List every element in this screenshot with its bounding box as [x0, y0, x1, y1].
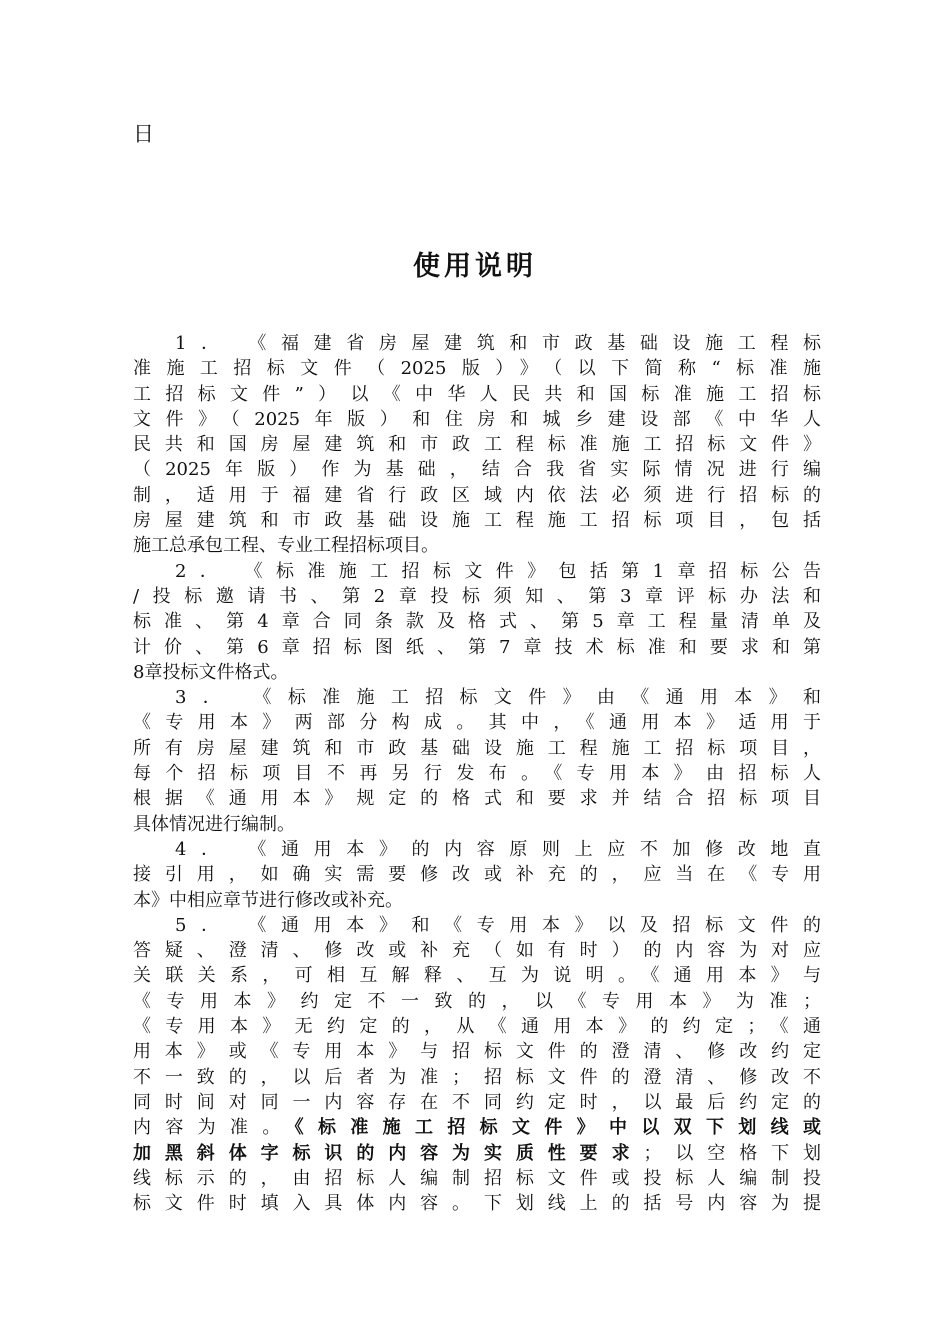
paragraph-line: 线标示的，由招标人编制招标文件或投标人编制投 — [133, 1167, 821, 1189]
paragraph-line: 准施工招标文件（2025版）》（以下简称“标准施 — [133, 358, 821, 380]
paragraph-line: 4． 《通用本》的内容原则上应不加修改地直 — [175, 838, 821, 860]
paragraph-line: 根据《通用本》规定的格式和要求并结合招标项目 — [133, 788, 821, 810]
paragraph-line: 3． 《标准施工招标文件》由《通用本》和 — [175, 687, 821, 709]
paragraph-line: 《专用本》两部分构成。其中，《通用本》适用于 — [133, 712, 821, 734]
paragraph-line: /投标邀请书、第2章投标须知、第3章评标办法和 — [133, 585, 821, 607]
paragraph-line-mixed — [133, 1115, 821, 1140]
paragraph-line: 接引用，如确实需要修改或补充的，应当在《专用 — [133, 864, 821, 886]
paragraph-line-mixed — [133, 1141, 821, 1166]
paragraph-line: 同时间对同一内容存在不同约定时，以最后约定的 — [133, 1091, 821, 1113]
paragraph-line: 不一致的，以后者为准；招标文件的澄清、修改不 — [133, 1066, 821, 1088]
paragraph-line: 答疑、澄清、修改或补充（如有时）的内容为对应 — [133, 940, 821, 962]
paragraph-line: 制，适用于福建省行政区域内依法必须进行招标的 — [133, 484, 821, 506]
paragraph-line: 每个招标项目不再另行发布。《专用本》由招标人 — [133, 763, 821, 785]
paragraph-line: 房屋建筑和市政基础设施工程施工招标项目，包括 — [133, 510, 821, 532]
paragraph-line: （2025年版）作为基础，结合我省实际情况进行编 — [133, 459, 821, 481]
bold-emphasis-text: 《标准施工招标文件》中以双下划线或 — [294, 1117, 821, 1139]
paragraph-line: 《专用本》无约定的，从《通用本》的约定；《通 — [133, 1016, 821, 1038]
paragraph-line: 工招标文件”）以《中华人民共和国标准施工招标 — [133, 383, 821, 405]
paragraph-line: 用本》或《专用本》与招标文件的澄清、修改约定 — [133, 1041, 821, 1063]
paragraph-line: 计价、第6章招标图纸、第7章技术标准和要求和第 — [133, 636, 821, 658]
paragraph-line: 标文件时填入具体内容。下划线上的括号内容为提 — [133, 1193, 821, 1215]
bold-emphasis-text: 加黑斜体字标识的内容为实质性要求 — [133, 1142, 644, 1164]
paragraph-line: 具体情况进行编制。 — [133, 813, 295, 835]
paragraph-line: 5． 《通用本》和《专用本》以及招标文件的 — [175, 914, 821, 936]
paragraph-line: 所有房屋建筑和市政基础设施工程施工招标项目， — [133, 737, 821, 759]
instructions-body — [133, 331, 821, 1216]
plain-text: ；以空格下划 — [643, 1142, 821, 1164]
paragraph-line: 本》中相应章节进行修改或补充。 — [133, 889, 403, 911]
paragraph-line: 1． 《福建省房屋建筑和市政基础设施工程标 — [175, 333, 821, 354]
paragraph-line: 8章投标文件格式。 — [133, 661, 289, 683]
paragraph-line: 关联关系，可相互解释、互为说明。《通用本》与 — [133, 965, 821, 987]
paragraph-line: 民共和国房屋建筑和市政工程标准施工招标文件》 — [133, 434, 821, 456]
paragraph-line: 施工总承包工程、专业工程招标项目。 — [133, 535, 439, 557]
paragraph-line: 《专用本》约定不一致的，以《专用本》为准； — [133, 990, 821, 1012]
page-fragment-char: 日 — [133, 122, 154, 146]
paragraph-line: 文件》（2025年版）和住房和城乡建设部《中华人 — [133, 408, 821, 430]
paragraph-line: 2． 《标准施工招标文件》包括第1章招标公告 — [175, 560, 821, 582]
paragraph-line: 标准、第4章合同条款及格式、第5章工程量清单及 — [133, 611, 821, 633]
page-title: 使用说明 — [413, 251, 537, 282]
plain-text: 内容为准。 — [133, 1117, 295, 1139]
